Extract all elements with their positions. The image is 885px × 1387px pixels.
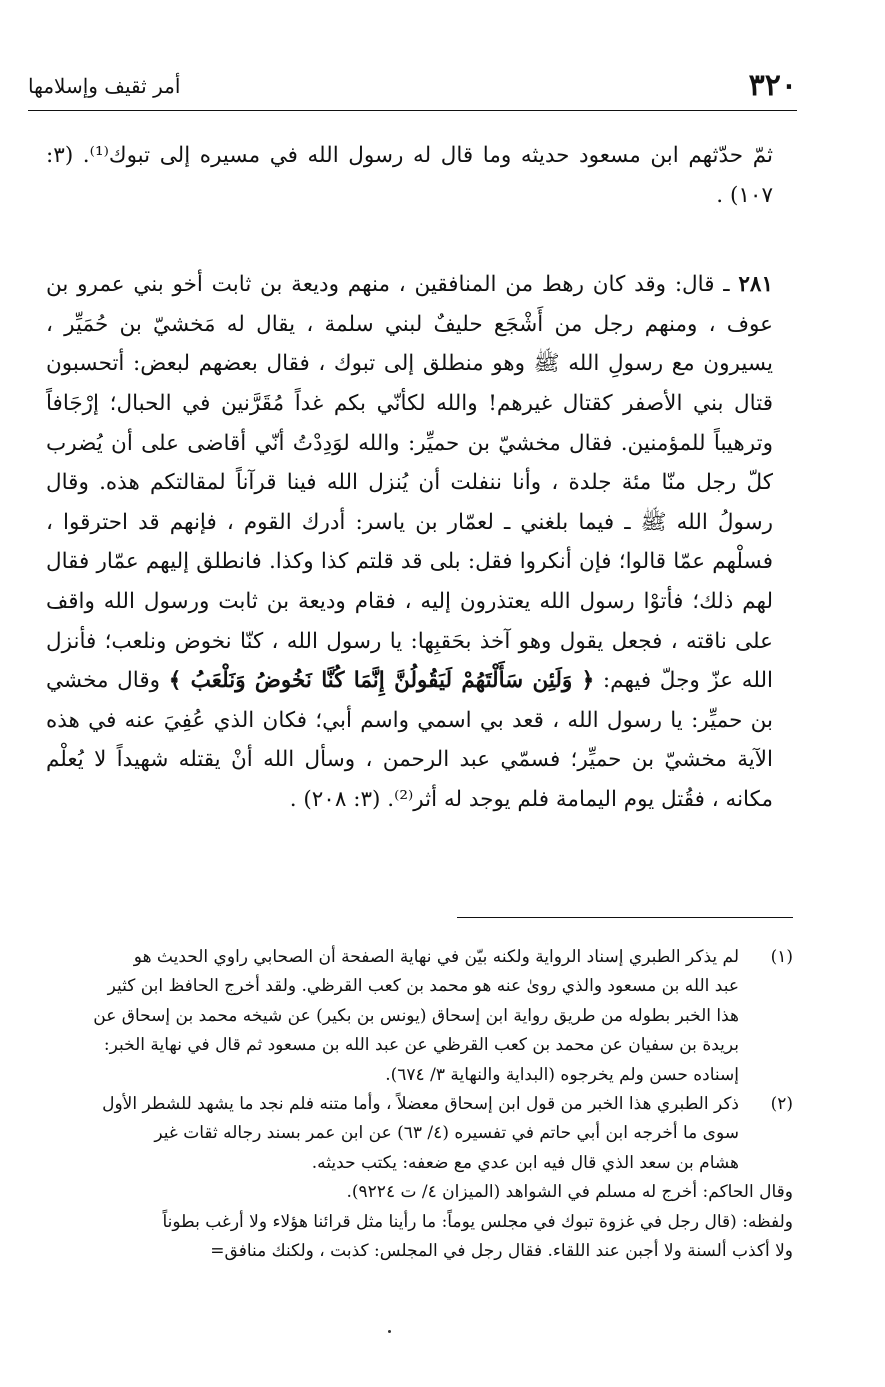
quran-verse: ﴿ وَلَئِن سَأَلْتَهُمْ لَيَقُولُنَّ إِنَّمَا كُنَّا نَخُوضُ وَنَلْعَبُ ﴾: [168, 668, 595, 694]
footnote-2: [46, 1090, 793, 1178]
footnote-number: (٢): [770, 1094, 793, 1115]
footnote-number: (١): [770, 947, 793, 967]
hadith-text-part-1: ـ قال: وقد كان رهط من المنافقين ، منهم وديعة بن ثابت أخو بني عمرو بن عوف ، ومنهم رجل من أَشْجَع حليفٌ لبني سلمة ، يقال له مَخشيّ بن حُمَيِّر ، يسيرون مع رسولِ الله ﷺ وهو منطلق إلى تبوك ، فقال بعضهم لبعض: أتحسبون قتال بني الأصفر كقتال غيرهم! والله لكأنّي بكم غداً مُقَرَّنين في الحبال؛ إرْجَافاً وترهيباً للمؤمنين. فقال مخشيّ بن حميِّر: والله لوَدِدْتُ أنّي أقاضى على أن يُضرب كلّ رجل منّا مئة جلدة ، وأنا ننفلت أن يُنزل الله فينا قرآناً لمقالتكم هذه. وقال رسولُ الله ﷺ ـ فيما بلغني ـ لعمّار بن ياسر: أدرك القوم ، فإنهم قد احترقوا ، فسلْهم عمّا قالوا؛ فإن أنكروا فقل: بلى قد قلتم كذا وكذا. فانطلق إليهم عمّار فقال لهم ذلك؛ فأتوْا رسول الله يعتذرون إليه ، فقام وديعة بن ثابت ورسول الله واقف على ناقته ، فجعل يقول وهو آخذ بحَقبِها: يا رسول الله ، كنّا نخوض ونلعب؛ فأنزل الله عزّ وجلّ فيهم:: [46, 272, 773, 694]
footnote-line: هشام بن سعد الذي قال فيه ابن عدي مع ضعفه: يكتب حديثه.: [311, 1152, 739, 1173]
page-header: [28, 68, 797, 111]
hadith-number: ٢٨١: [738, 272, 773, 298]
footnote-line: إسناده حسن ولم يخرجوه (البداية والنهاية ٣/ ٦٧٤).: [385, 1064, 739, 1085]
footnote-line: عبد الله بن مسعود والذي روىٰ عنه هو محمد بن كعب القرظي. ولقد أخرج الحافظ ابن كثير: [107, 976, 739, 997]
footnote-line: ذكر الطبري هذا الخبر من قول ابن إسحاق معضلاً ، وأما متنه فلم نجد ما يشهد للشطر الأول: [102, 1094, 739, 1115]
footnotes: [46, 943, 793, 1266]
footnote-1: [46, 943, 793, 1090]
running-title: أمر ثقيف وإسلامها: [28, 74, 181, 98]
hadith-text-part-2: وقال مخشي بن حميِّر: يا رسول الله ، قعد بي اسمي واسم أبي؛ فكان الذي عُفِيَ عنه في هذه الآية مخشيّ بن حميِّر؛ فسمّي عبد الرحمن ، وسأل الله أنْ يقتله شهيداً لا يُعلْم مكانه ، فقُتل يوم اليمامة فلم يوجد له أثر⁽²⁾. (٣: ٢٠٨) .: [46, 668, 773, 812]
footnote-separator: [457, 917, 793, 918]
continuation-paragraph: ثمّ حدّثهم ابن مسعود حديثه وما قال له رسول الله في مسيره إلى تبوك⁽¹⁾. (٣: ١٠٧) .: [46, 143, 773, 208]
footnote-line: سوى ما أخرجه ابن أبي حاتم في تفسيره (٤/ ٦٣) عن ابن عمر بسند رجاله ثقات غير: [154, 1123, 739, 1144]
footnote-line: هذا الخبر بطوله من طريق رواية ابن إسحاق (يونس بن بكير) عن شيخه محمد بن إسحاق عن: [93, 1005, 739, 1026]
hadith-paragraph: [46, 265, 773, 819]
page-mark: [388, 1330, 391, 1333]
footnote-line: ولفظه: (قال رجل في غزوة تبوك في مجلس يوماً: ما رأينا مثل قرائنا هؤلاء ولا أرغب بطوناً: [162, 1211, 793, 1232]
page-number: ٣٢٠: [748, 68, 797, 103]
footnote-line: وقال الحاكم: أخرج له مسلم في الشواهد (الميزان ٤/ ت ٩٢٢٤).: [346, 1182, 793, 1203]
footnote-line: ولا أكذب ألسنة ولا أجبن عند اللقاء. فقال رجل في المجلس: كذبت ، ولكنك منافق=: [210, 1241, 793, 1262]
footnote-line: لم يذكر الطبري إسناد الرواية ولكنه بيّن في نهاية الصفحة أن الصحابي راوي الحديث هو: [133, 947, 739, 967]
main-text: [46, 136, 773, 820]
footnote-line: بريدة بن سفيان عن محمد بن كعب القرظي عن عبد الله بن مسعود ثم قال في نهاية الخبر:: [103, 1035, 739, 1056]
